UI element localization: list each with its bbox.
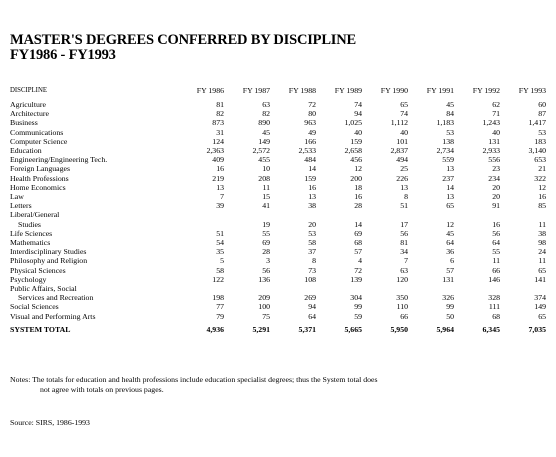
value-cell: 326 (442, 293, 454, 303)
discipline-cell: Social Sciences (10, 302, 59, 312)
discipline-cell: Health Professions (10, 173, 69, 183)
value-cell: 64 (446, 238, 454, 248)
table-row (10, 118, 546, 127)
value-cell: 4,936 (206, 324, 224, 334)
value-cell (362, 284, 408, 293)
value-cell: 110 (396, 302, 408, 312)
value-cell: 45 (446, 100, 454, 109)
value-cell: 20 (492, 182, 500, 192)
value-cell: 64 (308, 311, 316, 321)
value-cell: 1,243 (482, 118, 500, 128)
value-cell: 111 (488, 302, 500, 312)
table-row (10, 302, 546, 311)
value-cell: 7,035 (528, 324, 546, 334)
value-cell: 50 (446, 311, 454, 321)
column-header-fy1986: FY 1986 (196, 86, 224, 95)
value-cell: 72 (308, 100, 316, 109)
value-cell: 57 (446, 265, 454, 275)
value-cell: 20 (308, 219, 316, 229)
discipline-cell: Architecture (10, 109, 49, 119)
value-cell (500, 284, 546, 293)
value-cell: 57 (354, 247, 362, 257)
value-cell: 141 (534, 274, 546, 284)
value-cell: 1,417 (528, 118, 546, 128)
value-cell: 55 (262, 228, 270, 238)
page-title (10, 33, 356, 63)
value-cell: 5,964 (436, 324, 454, 334)
discipline-cell: Physical Sciences (10, 265, 66, 275)
value-cell: 81 (400, 238, 408, 248)
value-cell: 322 (534, 173, 546, 183)
table-row (10, 109, 546, 118)
value-cell: 11 (538, 256, 546, 266)
value-cell: 149 (258, 136, 270, 146)
table-row (10, 128, 546, 137)
value-cell (362, 210, 408, 219)
discipline-cell: Philosophy and Religion (10, 256, 88, 266)
value-cell: 73 (308, 265, 316, 275)
value-cell: 28 (354, 201, 362, 211)
value-cell: 56 (262, 265, 270, 275)
value-cell: 120 (396, 274, 408, 284)
column-header-fy1987: FY 1987 (242, 86, 270, 95)
value-cell: 23 (492, 164, 500, 174)
value-cell: 16 (538, 192, 546, 202)
value-cell: 40 (492, 127, 500, 137)
table-row (10, 275, 546, 284)
value-cell: 98 (538, 238, 546, 248)
value-cell: 108 (304, 274, 316, 284)
value-cell: 59 (354, 311, 362, 321)
value-cell: 1,112 (390, 118, 408, 128)
value-cell: 65 (446, 201, 454, 211)
value-cell: 5 (220, 256, 224, 266)
value-cell: 91 (492, 201, 500, 211)
table-row (10, 183, 546, 192)
value-cell: 45 (446, 228, 454, 238)
value-cell: 226 (396, 173, 408, 183)
value-cell: 36 (446, 247, 454, 257)
value-cell: 2,363 (206, 146, 224, 156)
discipline-cell: Public Affairs, Social (10, 284, 77, 294)
value-cell: 16 (492, 219, 500, 229)
value-cell: 58 (216, 265, 224, 275)
value-cell: 219 (212, 173, 224, 183)
value-cell: 149 (534, 302, 546, 312)
value-cell: 38 (538, 228, 546, 238)
value-cell: 890 (258, 118, 270, 128)
value-cell: 2,658 (344, 146, 362, 156)
discipline-cell: Education (10, 146, 42, 156)
value-cell: 146 (488, 274, 500, 284)
value-cell: 51 (216, 228, 224, 238)
table-body (10, 100, 546, 334)
discipline-cell: Letters (10, 201, 32, 211)
discipline-cell: Mathematics (10, 238, 51, 248)
discipline-cell: Life Sciences (10, 228, 53, 238)
value-cell (270, 210, 316, 219)
discipline-cell: Communications (10, 127, 64, 137)
column-header-fy1992: FY 1992 (472, 86, 500, 95)
value-cell: 455 (258, 155, 270, 165)
value-cell (408, 210, 454, 219)
value-cell: 13 (446, 192, 454, 202)
value-cell (454, 210, 500, 219)
value-cell: 38 (308, 201, 316, 211)
value-cell: 19 (262, 219, 270, 229)
value-cell: 53 (446, 127, 454, 137)
column-header-discipline: DISCIPLINE (10, 87, 48, 94)
value-cell: 79 (216, 311, 224, 321)
value-cell: 71 (492, 109, 500, 119)
value-cell: 234 (488, 173, 500, 183)
value-cell: 456 (350, 155, 362, 165)
value-cell: 556 (488, 155, 500, 165)
value-cell: 80 (308, 109, 316, 119)
total-row (10, 325, 546, 334)
value-cell: 124 (212, 136, 224, 146)
value-cell: 31 (216, 127, 224, 137)
value-cell: 68 (492, 311, 500, 321)
discipline-cell: Home Economics (10, 182, 66, 192)
value-cell: 12 (446, 219, 454, 229)
value-cell: 14 (308, 164, 316, 174)
value-cell: 7 (220, 192, 224, 202)
value-cell: 20 (492, 192, 500, 202)
value-cell: 198 (212, 293, 224, 303)
discipline-cell: Psychology (10, 274, 47, 284)
value-cell: 159 (304, 173, 316, 183)
value-cell: 237 (442, 173, 454, 183)
value-cell: 60 (538, 100, 546, 109)
column-header-fy1990: FY 1990 (380, 86, 408, 95)
value-cell: 53 (538, 127, 546, 137)
value-cell (316, 284, 362, 293)
value-cell: 559 (442, 155, 454, 165)
value-cell: 94 (354, 109, 362, 119)
notes-line-1: Notes: The totals for education and health professions include education specialist degrees; thus the System total does (10, 375, 378, 384)
table-row (10, 137, 546, 146)
value-cell: 72 (354, 265, 362, 275)
discipline-cell: Foreign Languages (10, 164, 70, 174)
table-row (10, 266, 546, 275)
value-cell: 6,345 (482, 324, 500, 334)
table-row (10, 100, 546, 109)
value-cell: 8 (404, 192, 408, 202)
source-citation: Source: SIRS, 1986-1993 (10, 418, 90, 427)
value-cell: 17 (400, 219, 408, 229)
value-cell: 1,025 (344, 118, 362, 128)
column-header-fy1988: FY 1988 (288, 86, 316, 95)
value-cell (454, 284, 500, 293)
table-row (10, 155, 546, 164)
discipline-cell: Studies (18, 219, 41, 229)
value-cell: 2,734 (436, 146, 454, 156)
value-cell: 5,950 (390, 324, 408, 334)
value-cell: 81 (216, 100, 224, 109)
value-cell: 4 (358, 256, 362, 266)
value-cell: 2,837 (390, 146, 408, 156)
value-cell: 484 (304, 155, 316, 165)
value-cell: 16 (308, 182, 316, 192)
value-cell: 66 (492, 265, 500, 275)
value-cell: 122 (212, 274, 224, 284)
degrees-table (10, 86, 546, 334)
value-cell: 85 (538, 201, 546, 211)
table-row (10, 164, 546, 173)
value-cell: 328 (488, 293, 500, 303)
value-cell: 75 (262, 311, 270, 321)
value-cell (178, 284, 224, 293)
value-cell: 100 (258, 302, 270, 312)
value-cell: 101 (396, 136, 408, 146)
title-line-2: FY1986 - FY1993 (10, 47, 116, 63)
discipline-cell: SYSTEM TOTAL (10, 324, 71, 334)
value-cell: 54 (216, 238, 224, 248)
value-cell: 7 (404, 256, 408, 266)
value-cell: 82 (262, 109, 270, 119)
value-cell (316, 210, 362, 219)
value-cell (178, 220, 224, 229)
table-row (10, 256, 546, 265)
table-row (10, 312, 546, 321)
title-line-1: MASTER'S DEGREES CONFERRED BY DISCIPLINE (10, 32, 356, 48)
value-cell: 131 (488, 136, 500, 146)
value-cell: 69 (354, 228, 362, 238)
discipline-cell: Interdisciplinary Studies (10, 247, 87, 257)
value-cell: 14 (446, 182, 454, 192)
discipline-cell: Law (10, 192, 24, 202)
value-cell: 5,291 (252, 324, 270, 334)
value-cell: 16 (354, 192, 362, 202)
discipline-cell: Engineering/Engineering Tech. (10, 155, 108, 165)
notes-line-2: not agree with totals on previous pages. (40, 385, 164, 394)
value-cell: 74 (354, 100, 362, 109)
value-cell: 16 (216, 164, 224, 174)
value-cell: 5,371 (298, 324, 316, 334)
value-cell: 39 (216, 201, 224, 211)
value-cell: 136 (258, 274, 270, 284)
value-cell (224, 210, 270, 219)
value-cell: 13 (216, 182, 224, 192)
value-cell: 77 (216, 302, 224, 312)
value-cell: 99 (446, 302, 454, 312)
value-cell: 11 (538, 219, 546, 229)
value-cell: 65 (400, 100, 408, 109)
value-cell: 56 (400, 228, 408, 238)
value-cell: 963 (304, 118, 316, 128)
value-cell: 14 (354, 219, 362, 229)
value-cell: 350 (396, 293, 408, 303)
value-cell: 494 (396, 155, 408, 165)
table-row (10, 146, 546, 155)
value-cell: 34 (400, 247, 408, 257)
value-cell (270, 284, 316, 293)
discipline-cell: Business (10, 118, 38, 128)
value-cell: 183 (534, 136, 546, 146)
column-header-fy1993: FY 1993 (518, 86, 546, 95)
table-row (10, 174, 546, 183)
table-row (10, 192, 546, 201)
value-cell: 37 (308, 247, 316, 257)
value-cell: 68 (354, 238, 362, 248)
column-header-fy1991: FY 1991 (426, 86, 454, 95)
value-cell: 15 (262, 192, 270, 202)
value-cell: 409 (212, 155, 224, 165)
value-cell: 66 (400, 311, 408, 321)
value-cell: 58 (308, 238, 316, 248)
value-cell: 24 (538, 247, 546, 257)
discipline-cell: Agriculture (10, 100, 46, 109)
value-cell: 82 (216, 109, 224, 119)
value-cell: 74 (400, 109, 408, 119)
value-cell: 12 (538, 182, 546, 192)
value-cell: 62 (492, 100, 500, 109)
header-row (10, 86, 546, 100)
discipline-cell: Liberal/General (10, 210, 60, 220)
value-cell: 53 (308, 228, 316, 238)
value-cell: 25 (400, 164, 408, 174)
value-cell: 873 (212, 118, 224, 128)
value-cell: 131 (442, 274, 454, 284)
value-cell: 138 (442, 136, 454, 146)
table-row (10, 284, 546, 293)
value-cell: 51 (400, 201, 408, 211)
value-cell: 374 (534, 293, 546, 303)
value-cell: 28 (262, 247, 270, 257)
discipline-cell: Computer Science (10, 136, 68, 146)
value-cell: 87 (538, 109, 546, 119)
value-cell: 200 (350, 173, 362, 183)
value-cell (178, 210, 224, 219)
value-cell: 84 (446, 109, 454, 119)
value-cell: 56 (492, 228, 500, 238)
value-cell: 21 (538, 164, 546, 174)
value-cell: 55 (492, 247, 500, 257)
value-cell: 5,665 (344, 324, 362, 334)
table-row (10, 293, 546, 302)
table-row (10, 210, 546, 219)
notes (10, 375, 530, 395)
value-cell: 304 (350, 293, 362, 303)
value-cell: 2,933 (482, 146, 500, 156)
value-cell: 139 (350, 274, 362, 284)
value-cell: 41 (262, 201, 270, 211)
column-header-fy1989: FY 1989 (334, 86, 362, 95)
value-cell: 13 (400, 182, 408, 192)
value-cell: 6 (450, 256, 454, 266)
value-cell: 11 (262, 182, 270, 192)
value-cell: 3 (266, 256, 270, 266)
value-cell: 63 (262, 100, 270, 109)
discipline-cell: Visual and Performing Arts (10, 311, 96, 321)
table-row (10, 201, 546, 210)
value-cell: 11 (492, 256, 500, 266)
value-cell: 40 (400, 127, 408, 137)
value-cell: 653 (534, 155, 546, 165)
value-cell: 69 (262, 238, 270, 248)
value-cell: 8 (312, 256, 316, 266)
value-cell: 94 (308, 302, 316, 312)
value-cell: 40 (354, 127, 362, 137)
value-cell: 209 (258, 293, 270, 303)
value-cell: 49 (308, 127, 316, 137)
value-cell (408, 284, 454, 293)
value-cell: 99 (354, 302, 362, 312)
value-cell: 65 (538, 311, 546, 321)
value-cell: 2,533 (298, 146, 316, 156)
table-row (10, 247, 546, 256)
value-cell: 65 (538, 265, 546, 275)
discipline-cell: Services and Recreation (18, 293, 94, 303)
value-cell: 166 (304, 136, 316, 146)
value-cell: 35 (216, 247, 224, 257)
table-row (10, 229, 546, 238)
value-cell: 208 (258, 173, 270, 183)
value-cell (224, 284, 270, 293)
value-cell: 2,572 (252, 146, 270, 156)
value-cell: 13 (308, 192, 316, 202)
value-cell: 269 (304, 293, 316, 303)
value-cell: 10 (262, 164, 270, 174)
value-cell: 64 (492, 238, 500, 248)
value-cell: 45 (262, 127, 270, 137)
value-cell: 1,183 (436, 118, 454, 128)
value-cell: 3,140 (528, 146, 546, 156)
value-cell: 63 (400, 265, 408, 275)
value-cell: 12 (354, 164, 362, 174)
value-cell: 159 (350, 136, 362, 146)
value-cell (500, 210, 546, 219)
table-row (10, 238, 546, 247)
value-cell: 18 (354, 182, 362, 192)
table-row (10, 220, 546, 229)
value-cell: 13 (446, 164, 454, 174)
